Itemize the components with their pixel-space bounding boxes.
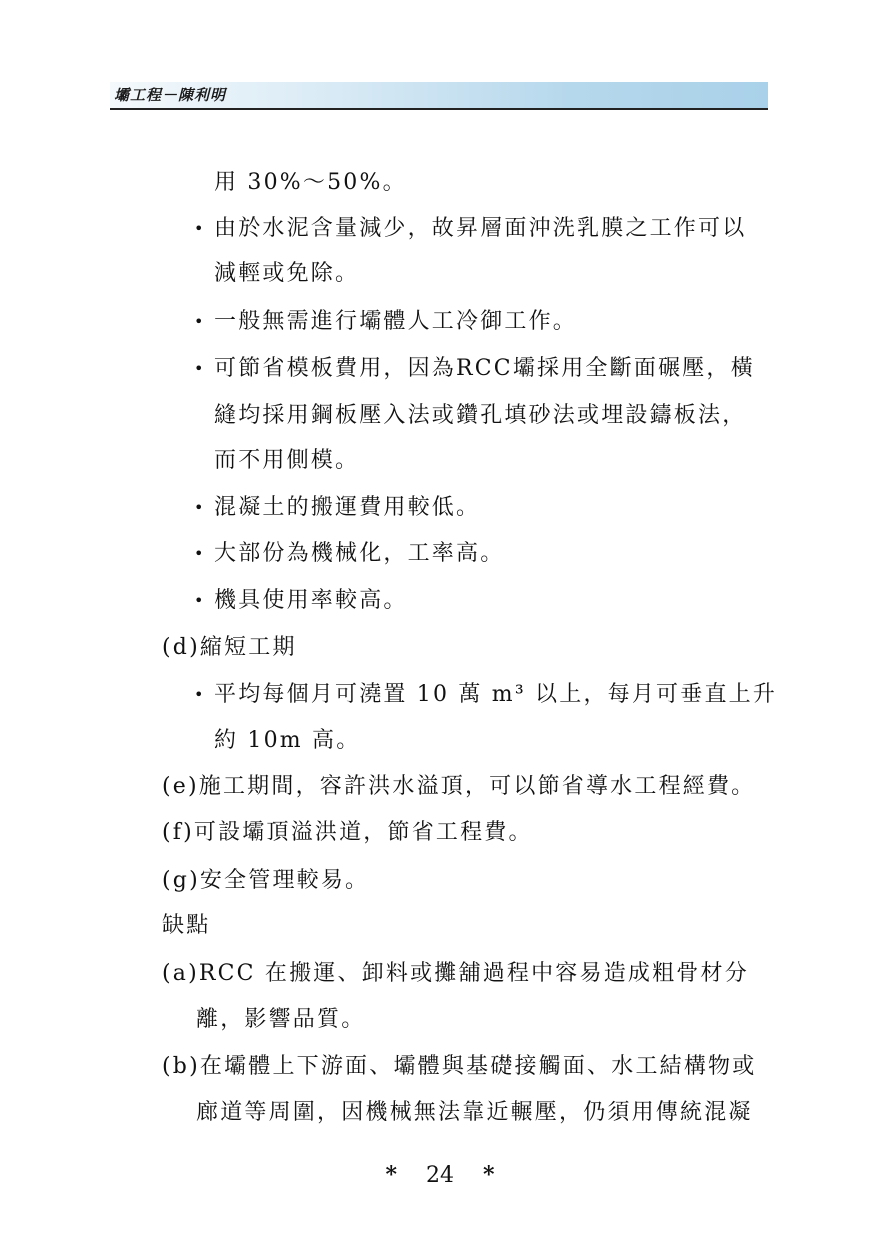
bullet-icon: • [194, 359, 204, 378]
bullet-icon: • [194, 219, 204, 238]
text-line: 約 10m 高。 [214, 728, 361, 753]
text-line: 縫均採用鋼板壓入法或鑽孔填砂法或埋設鑄板法， [214, 403, 747, 428]
footer-star-left: * [385, 1162, 397, 1188]
text-line: (g)安全管理較易。 [162, 868, 370, 893]
text-line: (f)可設壩頂溢洪道，節省工程費。 [162, 820, 533, 845]
text-line: 平均每個月可澆置 10 萬 m³ 以上，每月可垂直上升 [214, 682, 778, 707]
bullet-icon: • [194, 312, 204, 331]
text-line: 廊道等周圍，因機械無法靠近輾壓，仍須用傳統混凝 [196, 1100, 753, 1125]
section-heading: 缺點 [162, 913, 211, 938]
page-number: 24 [426, 1163, 454, 1188]
text-line: 大部份為機械化，工率高。 [214, 541, 505, 566]
page-footer [0, 1160, 880, 1191]
text-line: 離，影響品質。 [196, 1007, 366, 1032]
running-header-title: 壩工程－陳利明 [114, 86, 227, 104]
text-line: (a)RCC 在搬運、卸料或攤舖過程中容易造成粗骨材分 [162, 961, 749, 986]
text-line: 混凝土的搬運費用較低。 [214, 495, 481, 520]
text-line: 可節省模板費用，因為RCC壩採用全斷面碾壓，橫 [214, 356, 755, 381]
bullet-icon: • [194, 498, 204, 517]
section-heading: (d)縮短工期 [162, 635, 297, 660]
text-line: (b)在壩體上下游面、壩體與基礎接觸面、水工結構物或 [162, 1054, 757, 1079]
footer-star-right: * [483, 1162, 495, 1188]
bullet-icon: • [194, 591, 204, 610]
text-line: 用 30%～50%。 [214, 170, 407, 195]
bullet-icon: • [194, 544, 204, 563]
bullet-icon: • [194, 685, 204, 704]
header-rule [110, 108, 768, 110]
text-line: 減輕或免除。 [214, 261, 360, 286]
text-line: 一般無需進行壩體人工冷御工作。 [214, 309, 578, 334]
text-line: 而不用側模。 [214, 448, 360, 473]
text-line: (e)施工期間，容許洪水溢頂，可以節省導水工程經費。 [162, 774, 756, 799]
text-line: 由於水泥含量減少，故昇層面沖洗乳膜之工作可以 [214, 216, 747, 241]
text-line: 機具使用率較高。 [214, 588, 408, 613]
